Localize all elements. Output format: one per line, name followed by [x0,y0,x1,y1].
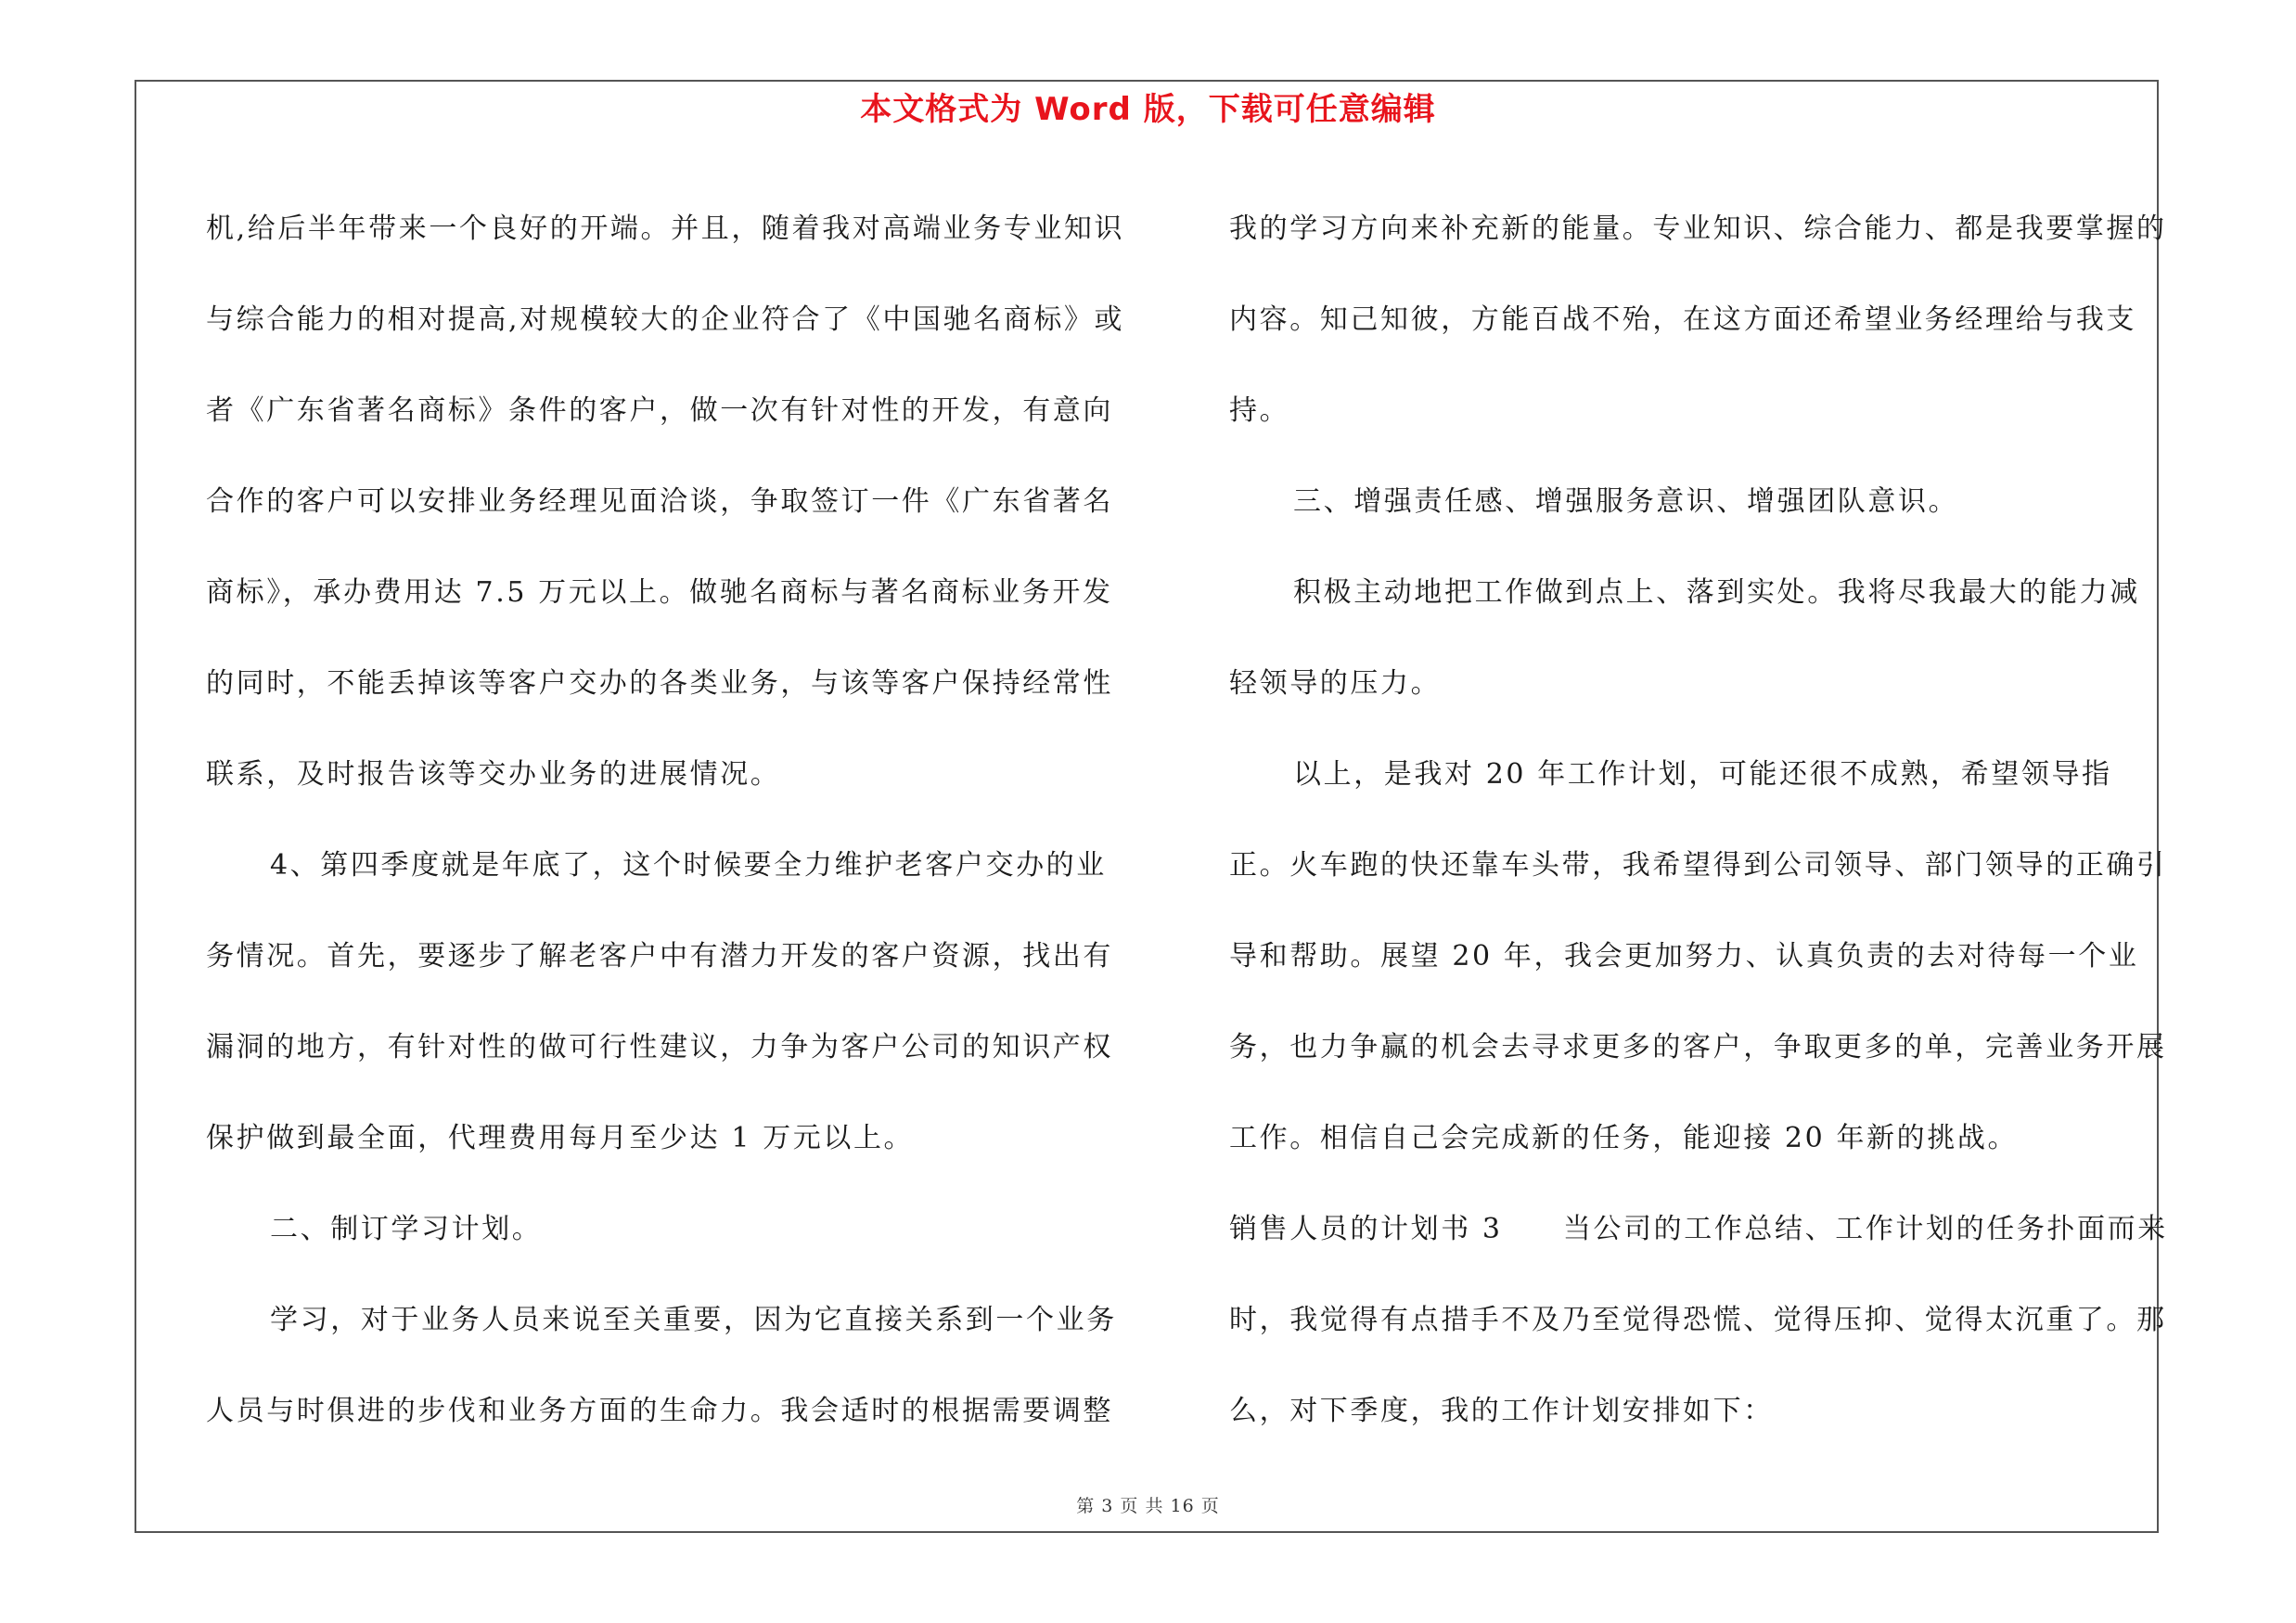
paragraph: 机,给后半年带来一个良好的开端。并且，随着我对高端业务专业知识与综合能力的相对提高,对规模较大的企业符合了《中国驰名商标》或者《广东省著名商标》条件的客户，做一次有针对性的开发，有意向合作的客户可以安排业务经理见面洽谈，争取签订一件《广东省著名商标》，承办费用达 7.5 万元以上。做驰名商标与著名商标业务开发的同时，不能丢掉该等客户交办的各类业务，与该等客户保持经常性联系，及时报告该等交办业务的进展情况。 [206,213,1125,791]
format-banner: 本文格式为 Word 版，下载可任意编辑 [860,91,1436,128]
page-number: 第 3 页 共 16 页 [1076,1496,1220,1516]
left-column [206,184,1134,1457]
section-heading: 三、增强责任感、增强服务意识、增强团队意识。 [1293,485,1959,518]
paragraph: 以上，是我对 20 年工作计划，可能还很不成熟，希望领导指正。火车跑的快还靠车头带，我希望得到公司领导、部门领导的正确引导和帮助。展望 20 年，我会更加努力、认真负责的去对待每一个业务，也力争赢的机会去寻求更多的客户，争取更多的单，完善业务开展工作。相信自己会完成新的任务，能迎接 20 年新的挑战。 [1229,758,2167,1154]
section-heading: 二、制订学习计划。 [270,1213,543,1245]
right-column [1229,184,2168,1457]
paragraph: 我的学习方向来补充新的能量。专业知识、综合能力、都是我要掌握的内容。知己知彼，方能百战不殆，在这方面还希望业务经理给与我支持。 [1229,213,2167,427]
paragraph: 学习，对于业务人员来说至关重要，因为它直接关系到一个业务人员与时俱进的步伐和业务方面的生命力。我会适时的根据需要调整 [206,1304,1117,1427]
paragraph: 4、第四季度就是年底了，这个时候要全力维护老客户交办的业务情况。首先，要逐步了解老客户中有潜力开发的客户资源，找出有漏洞的地方，有针对性的做可行性建议，力争为客户公司的知识产权保护做到最全面，代理费用每月至少达 1 万元以上。 [206,849,1113,1154]
paragraph: 销售人员的计划书 3 当公司的工作总结、工作计划的任务扑面而来时，我觉得有点措手不及乃至觉得恐慌、觉得压抑、觉得太沉重了。那么，对下季度，我的工作计划安排如下： [1229,1213,2168,1427]
paragraph: 积极主动地把工作做到点上、落到实处。我将尽我最大的能力减轻领导的压力。 [1229,576,2140,700]
